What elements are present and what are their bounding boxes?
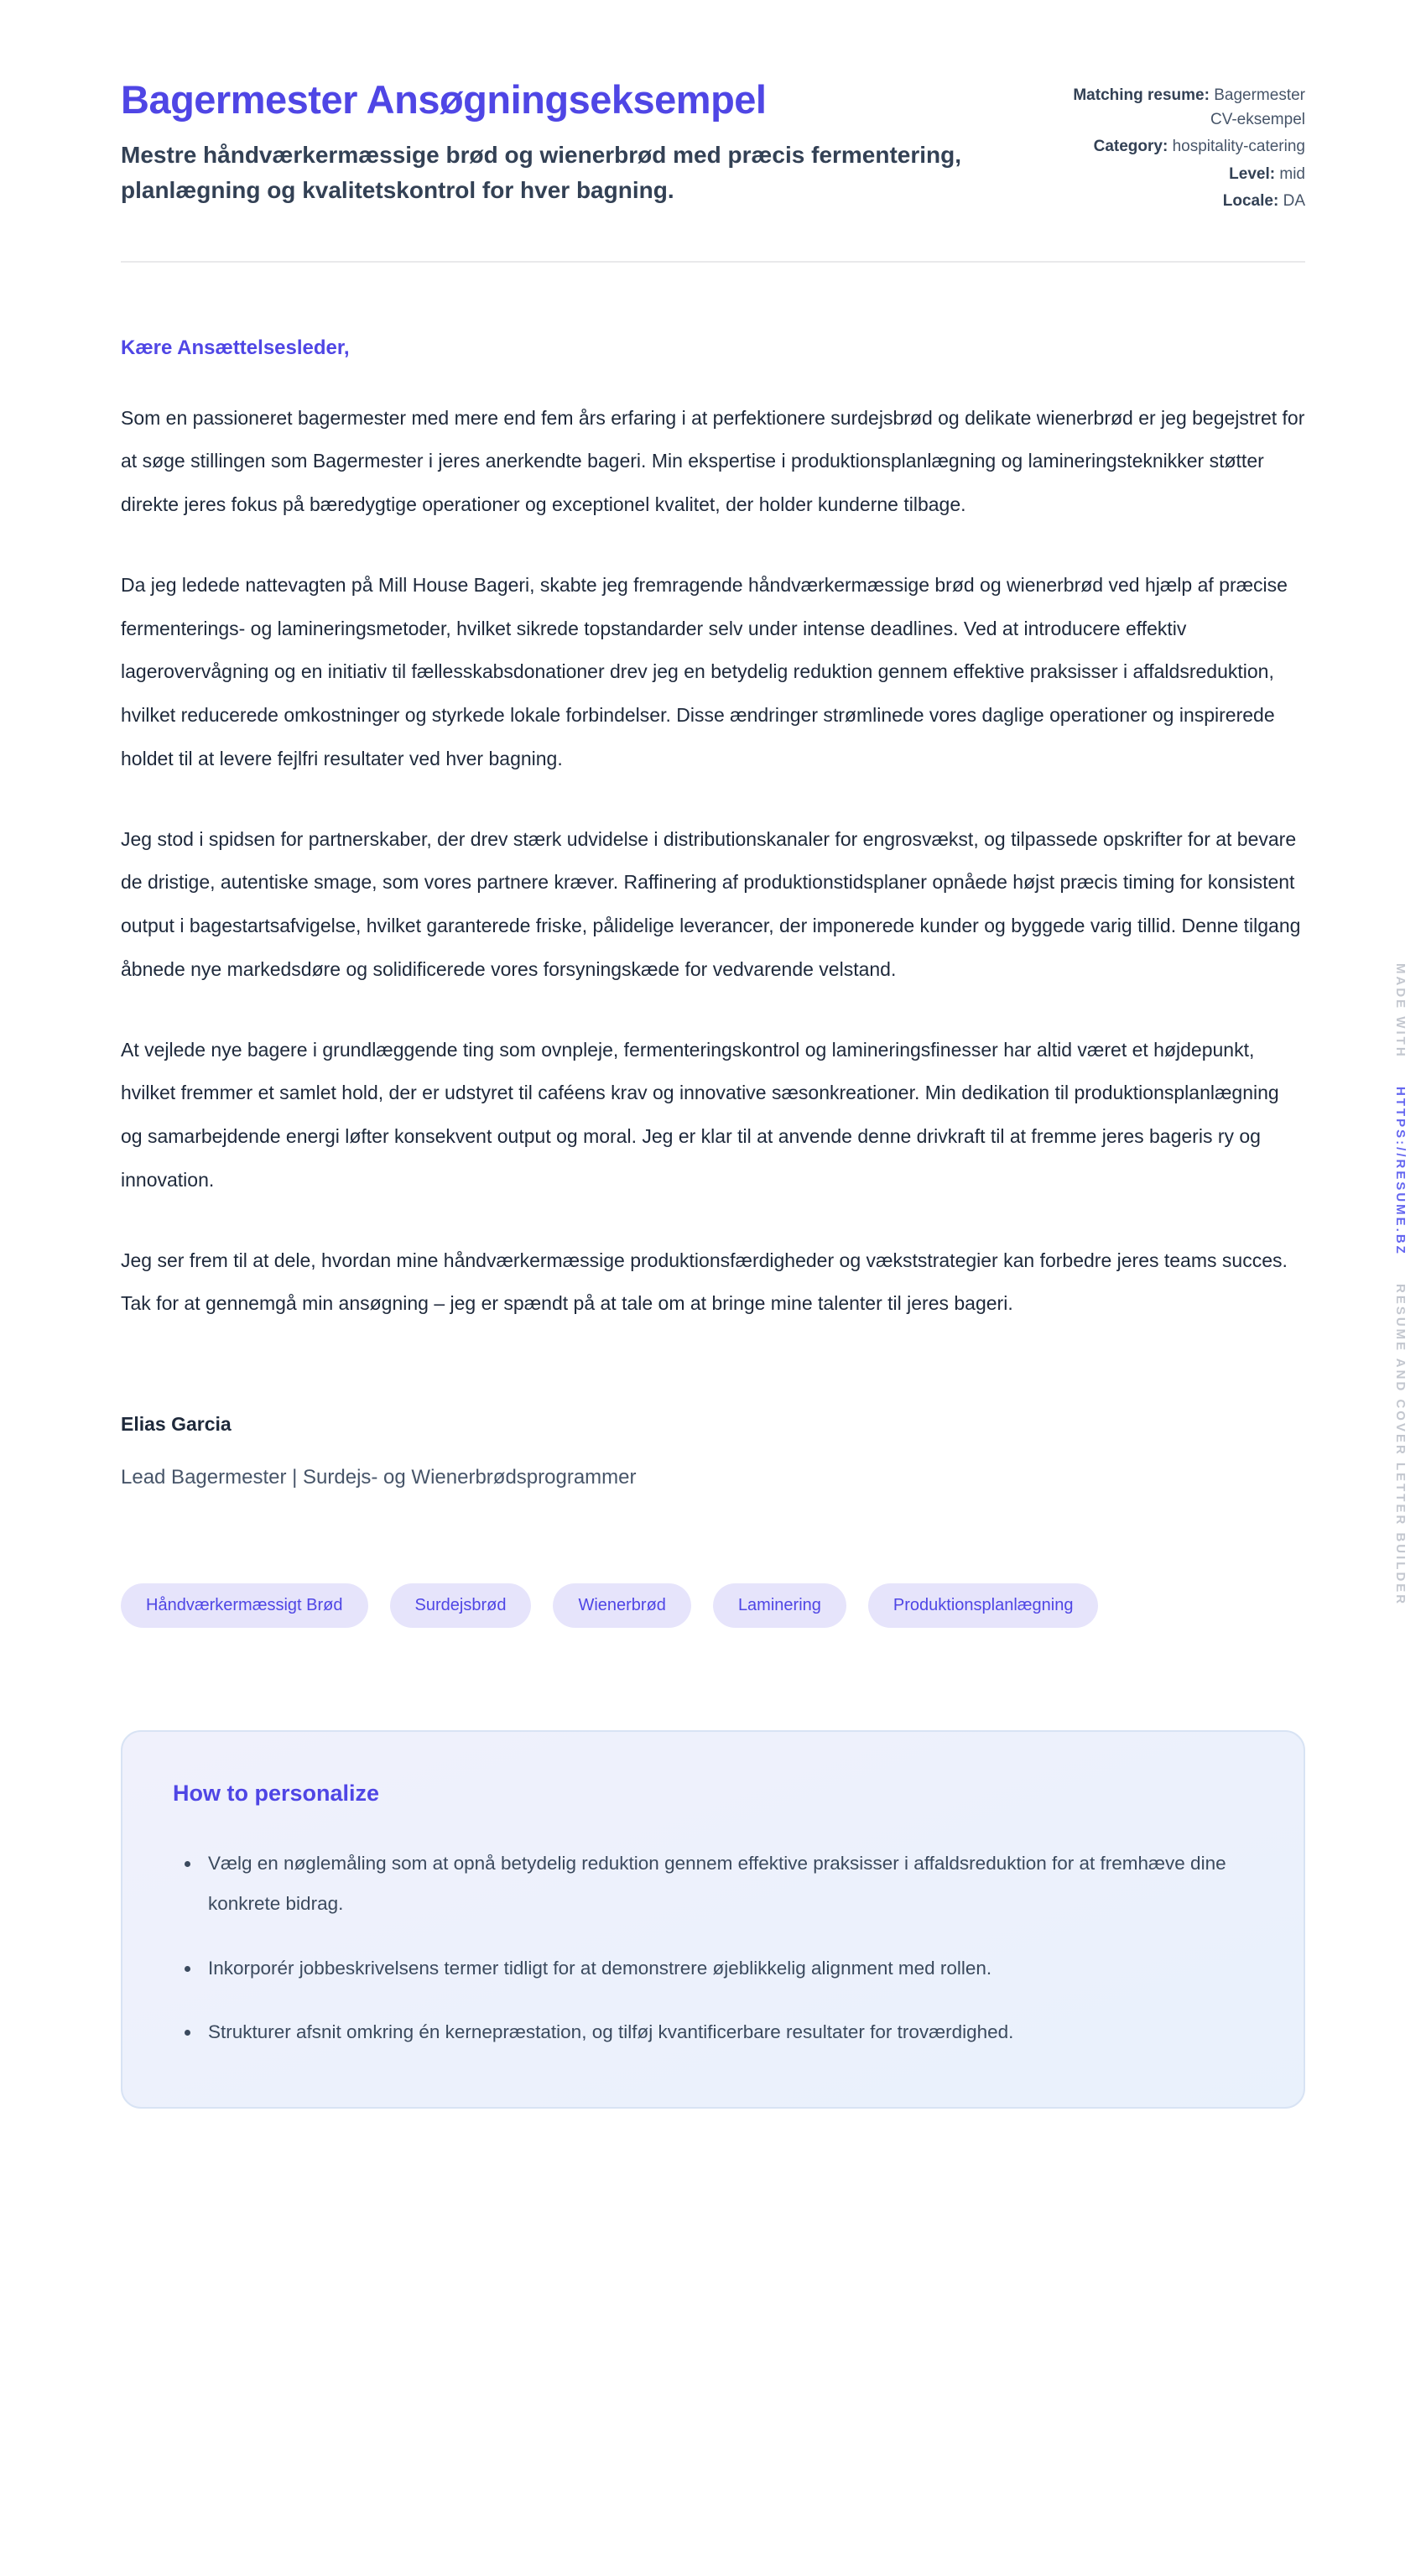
- header-titles: [121, 77, 1010, 208]
- watermark-suffix: RESUME AND COVER LETTER BUILDER: [1393, 1283, 1408, 1606]
- signature-block: [121, 1413, 1305, 1489]
- skill-tag: Wienerbrød: [553, 1583, 690, 1628]
- page-subtitle: Mestre håndværkermæssige brød og wienerbrød med præcis fermentering, planlægning og kvalitetskontrol for hver bagning.: [121, 142, 962, 204]
- meta-label: Matching resume:: [1073, 86, 1210, 104]
- letter-greeting: Kære Ansættelsesleder,: [121, 336, 350, 359]
- page-title: Bagermester Ansøgningseksempel: [121, 77, 767, 122]
- meta-label: Level:: [1229, 164, 1276, 183]
- letter-paragraph: Som en passioneret bagermester med mere end fem års erfaring i at perfektionere surdejsbrød og delikate wienerbrød er jeg begejstret for at søge stillingen som Bagermester i jeres anerkendte bageri. Min ekspertise i produktionsplanlægning og lamineringsteknikker støtter direkte jeres fokus på bæredygtige operationer og exceptionel kvalitet, der holder kunderne tilbage.: [121, 406, 1305, 515]
- skill-tag: Laminering: [713, 1583, 846, 1628]
- meta-label: Locale:: [1222, 192, 1279, 210]
- skill-tags: [121, 1583, 1305, 1628]
- meta-value: Bagermester CV-eksempel: [1210, 86, 1305, 128]
- letter-paragraph: Jeg stod i spidsen for partnerskaber, der drev stærk udvidelse i distributionskanaler for engrosvækst, og tilpassede opskrifter for at bevare de dristige, autentiske smage, som vores partnere kræver. Raffinering af produktionstidsplaner opnåede højst præcis timing for konsistent output i bagestartsafvigelse, hvilket garanterede friske, pålidelige leverancer, der imponerede kunder og byggede varig tillid. Denne tilgang åbnede nye markedsdøre og solidificerede vores forsyningskæde for vedvarende velstand.: [121, 827, 1301, 980]
- resume-meta: [1049, 77, 1305, 217]
- meta-label: Category:: [1093, 138, 1168, 155]
- signature-name: Elias Garcia: [121, 1413, 232, 1435]
- header-divider: [121, 261, 1305, 263]
- personalize-tip: • Inkorporér jobbeskrivelsens termer tidligt for at demonstrere øjeblikkelig alignment med rollen.: [201, 1948, 1253, 1989]
- cover-letter-body: [121, 336, 1305, 1490]
- letter-paragraph: Da jeg ledede nattevagten på Mill House Bageri, skabte jeg fremragende håndværkermæssige brød og wienerbrød ved hjælp af præcise fermenterings- og lamineringsmetoder, hvilket sikrede topstandarder selv under intense deadlines. Ved at introducere effektiv lagerovervågning og en initiativ til fællesskabsdonationer drev jeg en betydelig reduktion gennem effektive praksisser i affaldsreduktion, hvilket reducerede omkostninger og styrkede lokale forbindelser. Disse ændringer strømlinede vores daglige operationer og inspirerede holdet til at levere fejlfri resultater ved hver bagning.: [121, 573, 1288, 769]
- personalize-tip: • Strukturer afsnit omkring én kernepræstation, og tilføj kvantificerbare resultater for troværdighed.: [201, 2012, 1253, 2052]
- meta-value: DA: [1283, 192, 1305, 210]
- personalize-tips-list: [173, 1843, 1253, 2053]
- skill-tag: Håndværkermæssigt Brød: [121, 1583, 368, 1628]
- how-to-personalize-panel: [121, 1730, 1305, 2109]
- signature-role: Lead Bagermester | Surdejs- og Wienerbrødsprogrammer: [121, 1466, 637, 1489]
- meta-matching-resume: [1049, 84, 1305, 132]
- personalize-heading: How to personalize: [173, 1781, 380, 1806]
- letter-paragraph: At vejlede nye bagere i grundlæggende ting som ovnpleje, fermenteringskontrol og lamineringsfinesser har altid været et højdepunkt, hvilket fremmer et samlet hold, der er udstyret til caféens krav og innovative sæsonkreationer. Min dedikation til produktionsplanlægning og samarbejdende energi løfter konsekvent output og moral. Jeg er klar til at anvende denne drivkraft til at fremme jeres bageris ry og innovation.: [121, 1038, 1279, 1191]
- header: [121, 77, 1305, 217]
- personalize-tip: • Vælg en nøglemåling som at opnå betydelig reduktion gennem effektive praksisser i affaldsreduktion for at fremhæve dine konkrete bidrag.: [201, 1843, 1253, 1925]
- watermark-prefix: MADE WITH: [1393, 963, 1408, 1059]
- cover-letter-page: [121, 0, 1305, 2188]
- skill-tag: Produktionsplanlægning: [868, 1583, 1099, 1628]
- made-with-watermark: [1393, 963, 1408, 1606]
- meta-level: [1049, 163, 1305, 187]
- skill-tag: Surdejsbrød: [390, 1583, 532, 1628]
- meta-category: [1049, 135, 1305, 159]
- meta-value: hospitality-catering: [1172, 138, 1305, 155]
- meta-locale: [1049, 190, 1305, 214]
- letter-paragraph: Jeg ser frem til at dele, hvordan mine håndværkermæssige produktionsfærdigheder og vækststrategier kan forbedre jeres teams succes. Tak for at gennemgå min ansøgning – jeg er spændt på at tale om at bringe mine talenter til jeres bageri.: [121, 1249, 1288, 1315]
- meta-value: mid: [1279, 164, 1305, 183]
- resume-bz-link[interactable]: HTTPS://RESUME.BZ: [1393, 1086, 1408, 1256]
